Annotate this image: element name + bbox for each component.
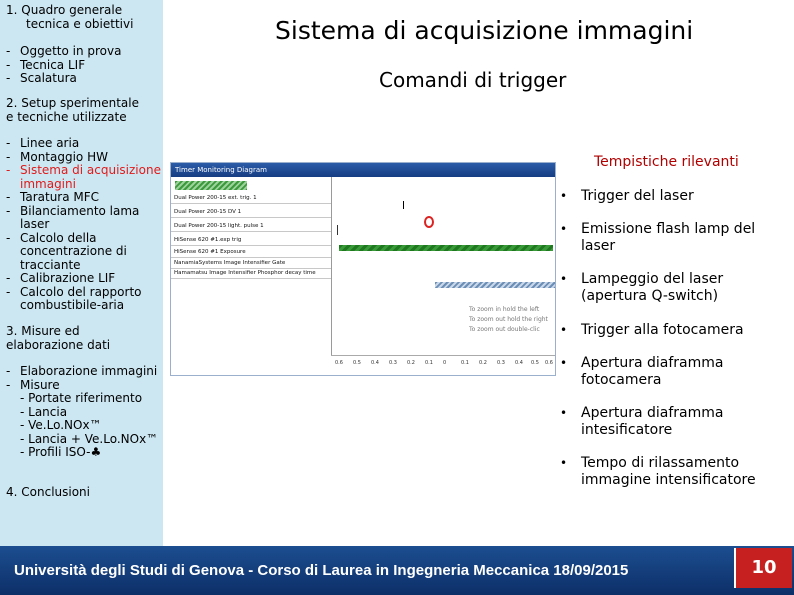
outline-section-2 (6, 97, 161, 313)
outline-section-1 (6, 4, 161, 86)
scale-tick: 0.3 (497, 360, 505, 366)
list-item: • Apertura diaframma intesificatore (560, 405, 724, 438)
bullet-icon: • (560, 189, 568, 203)
section-2-heading-line2: e tecniche utilizzate (6, 109, 127, 124)
outline-subitem: - Ve.Lo.NOx™ (20, 418, 102, 432)
diagram-row: Dual Power 200-15 DV 1 (171, 207, 331, 218)
outline-subitem: - Profili ISO-♣ (20, 445, 102, 459)
diagram-row: Hamamatsu Image Intensifier Phosphor decay time (171, 268, 331, 279)
scale-tick: 0.2 (407, 360, 415, 366)
diagram-row: HiSense 620 #1 Exposure (171, 247, 331, 258)
outline-item: - Elaborazione immagini (6, 364, 158, 378)
outline-item: - Montaggio HW (6, 149, 108, 164)
list-item: • Apertura diaframma fotocamera (560, 355, 724, 388)
section-3-heading-line2: elaborazione dati (6, 337, 111, 352)
scale-tick: 0.1 (425, 360, 433, 366)
section-4-heading: 4. Conclusioni (6, 485, 90, 499)
diagram-divider (331, 177, 332, 355)
zoom-hint: To zoom out double-clic (469, 326, 540, 333)
sidebar-outline (0, 0, 163, 546)
footer-bar (0, 546, 794, 595)
outline-item: - Calcolo del rapporto combustibile-aria (6, 284, 142, 312)
laser-pulse-mark (337, 225, 338, 235)
diagram-row: Dual Power 200-15 ext. trig. 1 (171, 193, 331, 204)
list-item: • Tempo di rilassamento immagine intensificatore (560, 455, 756, 488)
outline-item-current: - Sistema di acquisizione immagini (6, 163, 161, 191)
outline-subitem: - Portate riferimento (20, 391, 143, 405)
time-scale (331, 355, 555, 376)
diagram-window-title: Timer Monitoring Diagram (171, 163, 555, 177)
diagram-row: HiSense 620 #1.exp trig (171, 235, 331, 246)
diagram-green-header (175, 181, 247, 190)
scale-tick: 0.5 (531, 360, 539, 366)
phosphor-decay-bar (435, 282, 555, 288)
bullet-icon: • (560, 222, 568, 236)
diagram-row: NanamiaSystems Image Intensifier Gate (171, 258, 331, 269)
scale-tick: 0.4 (371, 360, 379, 366)
outline-item: - Taratura MFC (6, 190, 100, 204)
bullet-icon: • (560, 323, 568, 337)
list-item: • Lampeggio del laser (apertura Q-switch) (560, 271, 724, 304)
bullet-icon: • (560, 272, 568, 286)
scale-tick: 0.1 (461, 360, 469, 366)
scale-tick: 0.3 (389, 360, 397, 366)
outline-item: - Misure (6, 377, 60, 392)
outline-item: - Linee aria (6, 136, 80, 150)
footer-text: Università degli Studi di Genova - Corso di Laurea in Ingegneria Meccanica 18/09/2015 (14, 562, 629, 579)
bullet-icon: • (560, 356, 568, 370)
outline-item: - Scalatura (6, 71, 77, 85)
section-1-heading: 1. Quadro generale (6, 3, 123, 17)
outline-item: - Tecnica LIF (6, 57, 86, 72)
timing-diagram-screenshot (170, 162, 556, 376)
trigger-pulse-mark (403, 201, 404, 209)
page-number: 10 (734, 548, 792, 588)
exposure-bar (339, 245, 553, 251)
bullet-icon: • (560, 456, 568, 470)
section-2-heading: 2. Setup sperimentale (6, 96, 139, 110)
outline-item: - Calcolo della concentrazione di tracciante (6, 230, 127, 272)
list-item: • Trigger del laser (560, 188, 694, 204)
scale-tick: 0.6 (545, 360, 553, 366)
scale-tick: 0.6 (335, 360, 343, 366)
section-1-heading-line2: tecnica e obiettivi (26, 16, 134, 31)
outline-item: - Calibrazione LIF (6, 271, 116, 285)
scale-tick: 0 (443, 360, 447, 366)
diagram-row: Dual Power 200-15 light. pulse 1 (171, 221, 331, 232)
outline-item: - Oggetto in prova (6, 44, 122, 58)
outline-item: - Bilanciamento lama laser (6, 203, 140, 231)
zoom-hint: To zoom out hold the right (469, 316, 548, 323)
slide-title: Sistema di acquisizione immagini (275, 16, 694, 45)
list-item: • Emissione flash lamp del laser (560, 221, 756, 254)
slide-subtitle: Comandi di trigger (379, 68, 567, 92)
scale-tick: 0.2 (479, 360, 487, 366)
outline-subitem: - Lancia (20, 404, 68, 419)
highlight-circle-marker (424, 216, 434, 228)
outline-section-3 (6, 325, 161, 460)
scale-tick: 0.5 (353, 360, 361, 366)
timings-title: Tempistiche rilevanti (594, 154, 739, 170)
bullet-icon: • (560, 406, 568, 420)
scale-tick: 0.4 (515, 360, 523, 366)
zoom-hint: To zoom in hold the left (469, 306, 540, 313)
outline-subitem: - Lancia + Ve.Lo.NOx™ (20, 431, 159, 446)
section-3-heading: 3. Misure ed (6, 324, 80, 338)
list-item: • Trigger alla fotocamera (560, 322, 744, 338)
